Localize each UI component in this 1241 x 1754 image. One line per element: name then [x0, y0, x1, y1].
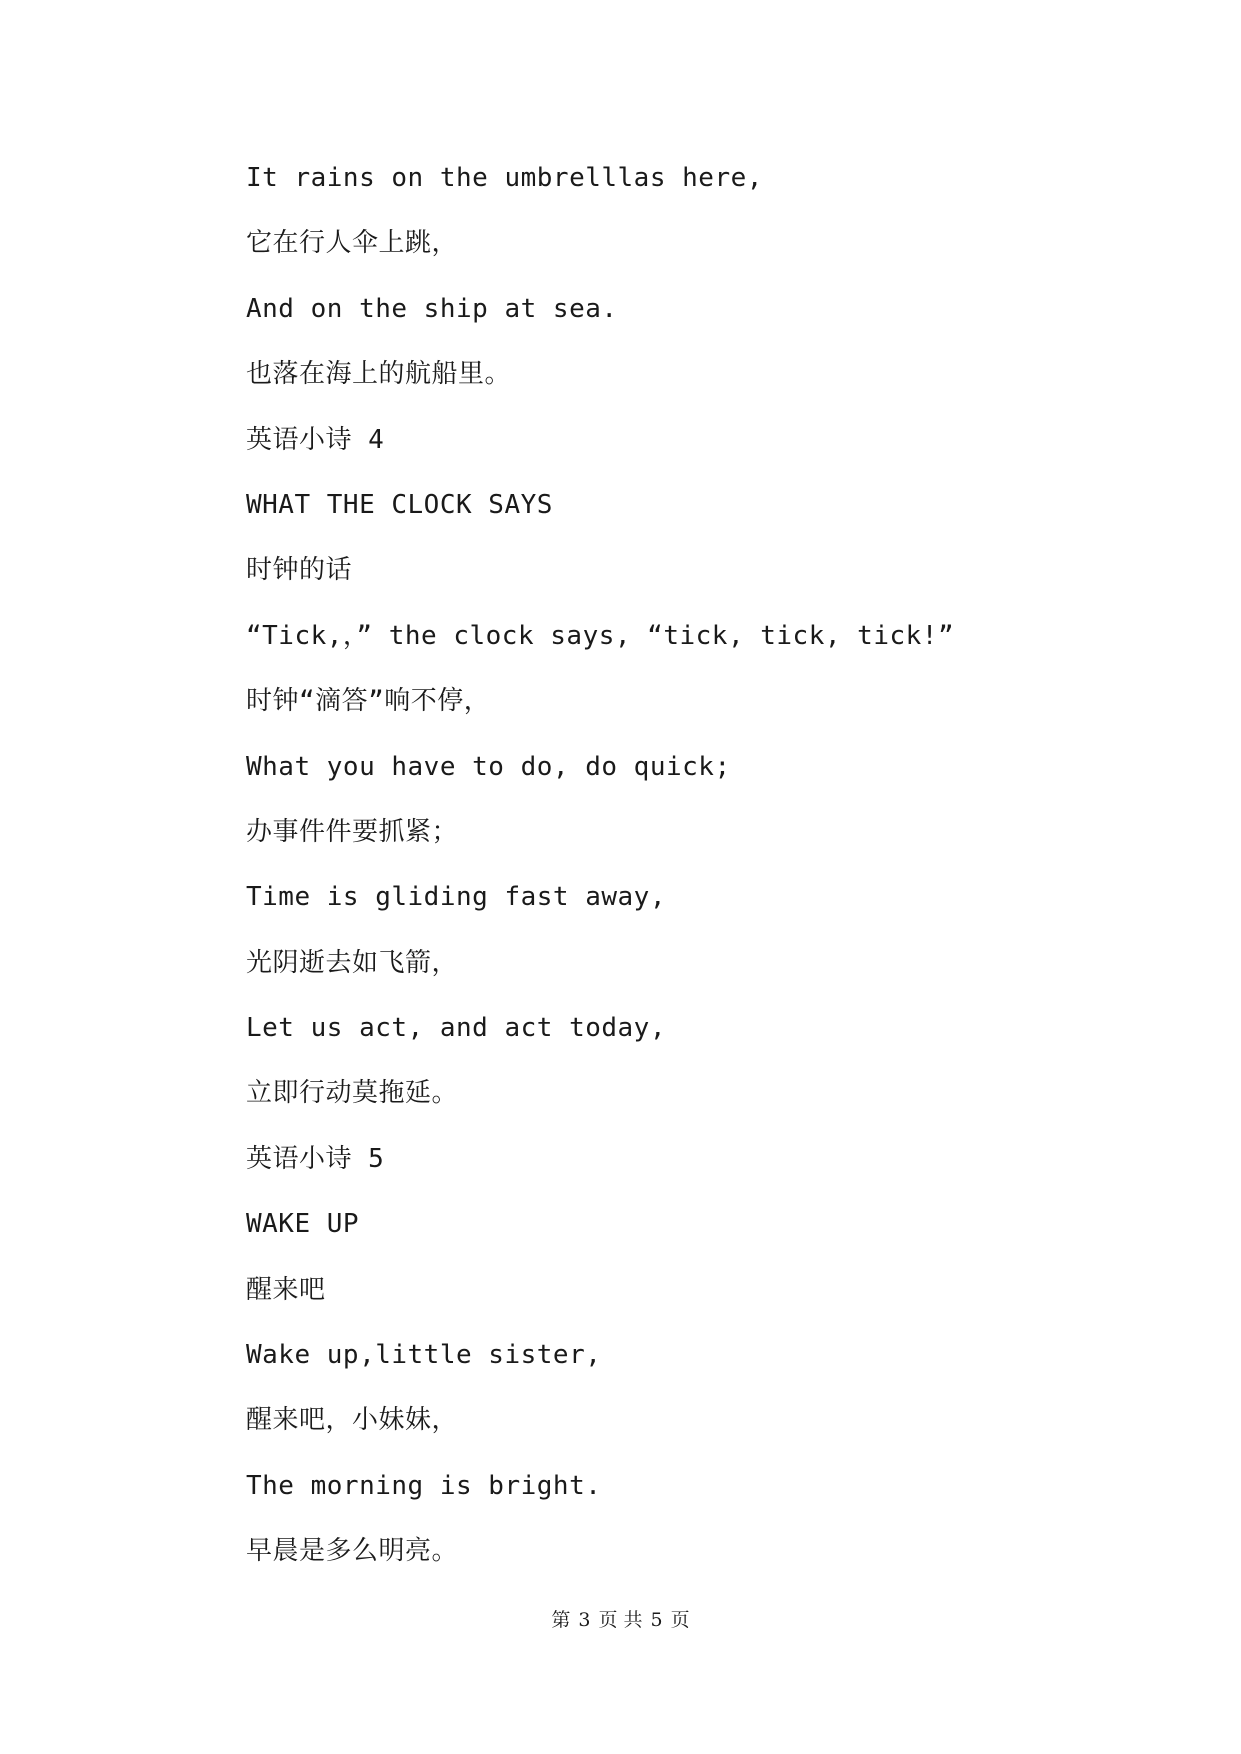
- page-label-prefix: 第: [551, 1609, 571, 1631]
- page-label-mid: 页 共: [598, 1609, 643, 1631]
- text-line: 醒来吧，小妹妹，: [246, 1405, 459, 1436]
- text-line: Time is gliding fast away,: [246, 882, 666, 913]
- text-line: The morning is bright.: [246, 1470, 602, 1501]
- page-footer: [0, 1608, 1241, 1632]
- text-line: Let us act, and act today,: [246, 1013, 666, 1044]
- section-heading: 英语小诗 4: [246, 424, 385, 455]
- text-line: 光阴逝去如飞箭，: [246, 947, 459, 978]
- text-line: 也落在海上的航船里。: [246, 359, 512, 390]
- poem-title-translation: 时钟的话: [246, 555, 353, 586]
- text-line: “Tick,，” the clock says, “tick, tick, tick!”: [246, 620, 955, 651]
- text-line: 办事件件要抓紧；: [246, 816, 459, 847]
- page-label-suffix: 页: [670, 1609, 690, 1631]
- page-current: 3: [578, 1609, 591, 1631]
- poem-text: [246, 160, 1146, 1599]
- text-line: It rains on the umbrelllas here,: [246, 163, 763, 193]
- text-line: What you have to do, do quick;: [246, 751, 731, 782]
- text-line: And on the ship at sea.: [246, 293, 618, 324]
- poem-title: WHAT THE CLOCK SAYS: [246, 489, 553, 520]
- section-heading: 英语小诗 5: [246, 1143, 385, 1174]
- poem-title-translation: 醒来吧: [246, 1274, 326, 1305]
- text-line: 早晨是多么明亮。: [246, 1536, 459, 1567]
- page-total: 5: [650, 1609, 663, 1631]
- text-line: 时钟“滴答”响不停，: [246, 686, 491, 717]
- text-line: 立即行动莫拖延。: [246, 1078, 459, 1109]
- text-line: 它在行人伞上跳，: [246, 228, 459, 259]
- poem-title: WAKE UP: [246, 1209, 360, 1240]
- text-line: Wake up,little sister,: [246, 1340, 602, 1371]
